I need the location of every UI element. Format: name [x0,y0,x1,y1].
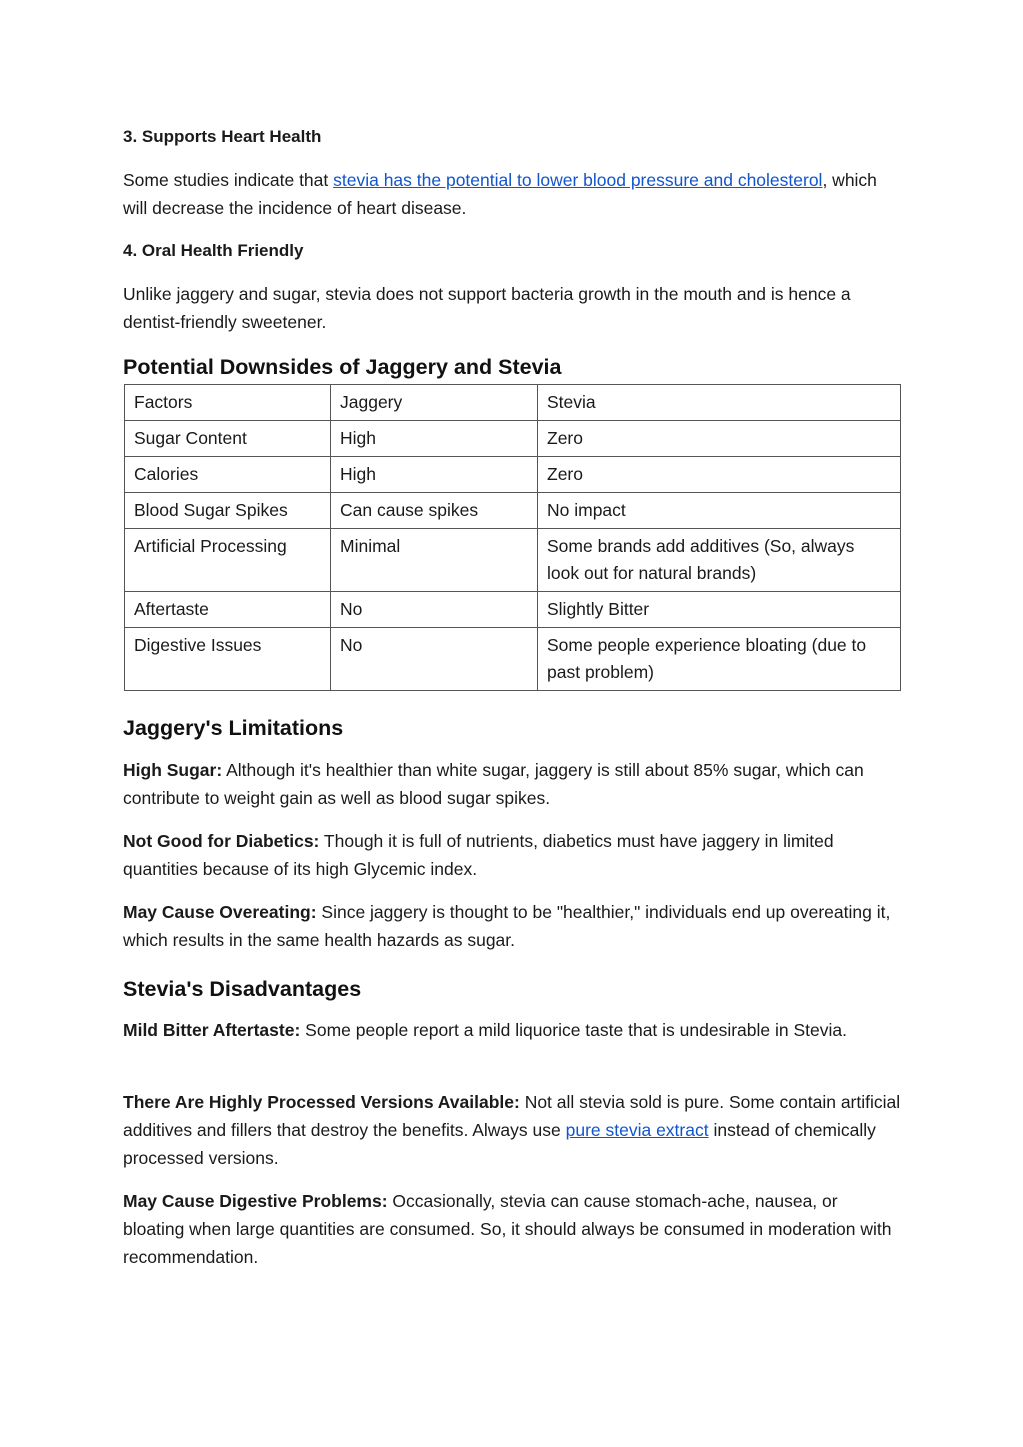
table-row [125,457,901,493]
table-cell: Calories [125,457,331,493]
comparison-table [124,384,901,691]
table-cell: Can cause spikes [331,493,538,529]
disadvantage-text: Occasionally, stevia can cause stomach-ache, nausea, or bloating when large quantities are consumed. So, it should always be consumed in moderation with recommendation. [123,1191,892,1267]
heart-health-paragraph [123,166,901,222]
table-row [125,493,901,529]
disadvantage-text: Some people report a mild liquorice taste that is undesirable in Stevia. [300,1020,847,1040]
stevia-disadvantages-heading: Stevia's Disadvantages [123,977,362,1001]
table-row [125,421,901,457]
limitation-item [123,756,901,812]
limitation-label: May Cause Overeating: [123,902,317,922]
table-cell: No impact [538,493,901,529]
table-row [125,592,901,628]
limitation-text: Since jaggery is thought to be "healthier," individuals end up overeating it, which results in the same health hazards as sugar. [123,902,891,950]
table-cell: Some brands add additives (So, always look out for natural brands) [538,529,901,592]
table-row [125,529,901,592]
table-cell: Sugar Content [125,421,331,457]
table-cell: Artificial Processing [125,529,331,592]
disadvantage-label: There Are Highly Processed Versions Available: [123,1092,520,1112]
table-header-cell: Factors [125,385,331,421]
table-cell: Slightly Bitter [538,592,901,628]
disadvantage-text-end: instead of chemically processed versions. [123,1120,876,1168]
downsides-heading: Potential Downsides of Jaggery and Stevia [123,355,562,379]
disadvantage-label: May Cause Digestive Problems: [123,1191,388,1211]
table-header-row [125,385,901,421]
jaggery-limitations-heading: Jaggery's Limitations [123,716,344,740]
oral-health-paragraph: Unlike jaggery and sugar, stevia does not support bacteria growth in the mouth and is hence a dentist-friendly sweetener. [123,284,851,332]
limitation-text: Although it's healthier than white sugar, jaggery is still about 85% sugar, which can contribute to weight gain as well as blood sugar spikes. [123,760,864,808]
limitation-item [123,827,901,883]
table-cell: Some people experience bloating (due to past problem) [538,628,901,691]
table-cell: Zero [538,421,901,457]
section-heading-oral-health: 4. Oral Health Friendly [123,241,304,260]
limitation-label: High Sugar: [123,760,223,780]
pure-stevia-extract-link[interactable]: pure stevia extract [565,1120,709,1140]
table-cell: Aftertaste [125,592,331,628]
table-header-cell: Stevia [538,385,901,421]
limitation-item [123,898,901,954]
table-cell: No [331,592,538,628]
limitation-text: Though it is full of nutrients, diabetics must have jaggery in limited quantities because of its high Glycemic index. [123,831,834,879]
table-cell: Blood Sugar Spikes [125,493,331,529]
disadvantage-text-start: Not all stevia sold is pure. Some contain artificial additives and fillers that destroy the benefits. Always use [123,1092,901,1140]
stevia-blood-pressure-link[interactable]: stevia has the potential to lower blood pressure and cholesterol [333,170,823,190]
disadvantage-item [123,1088,901,1172]
table-row [125,628,901,691]
table-cell: Minimal [331,529,538,592]
table-cell: High [331,457,538,493]
section-heading-heart-health: 3. Supports Heart Health [123,127,322,146]
heart-health-text-start: Some studies indicate that [123,170,334,190]
table-cell: Digestive Issues [125,628,331,691]
disadvantage-item [123,1016,901,1044]
disadvantage-label: Mild Bitter Aftertaste: [123,1020,301,1040]
table-cell: No [331,628,538,691]
heart-health-text-end: , which will decrease the incidence of heart disease. [123,170,877,218]
table-cell: Zero [538,457,901,493]
table-header-cell: Jaggery [331,385,538,421]
table-cell: High [331,421,538,457]
limitation-label: Not Good for Diabetics: [123,831,320,851]
disadvantage-item [123,1187,901,1271]
